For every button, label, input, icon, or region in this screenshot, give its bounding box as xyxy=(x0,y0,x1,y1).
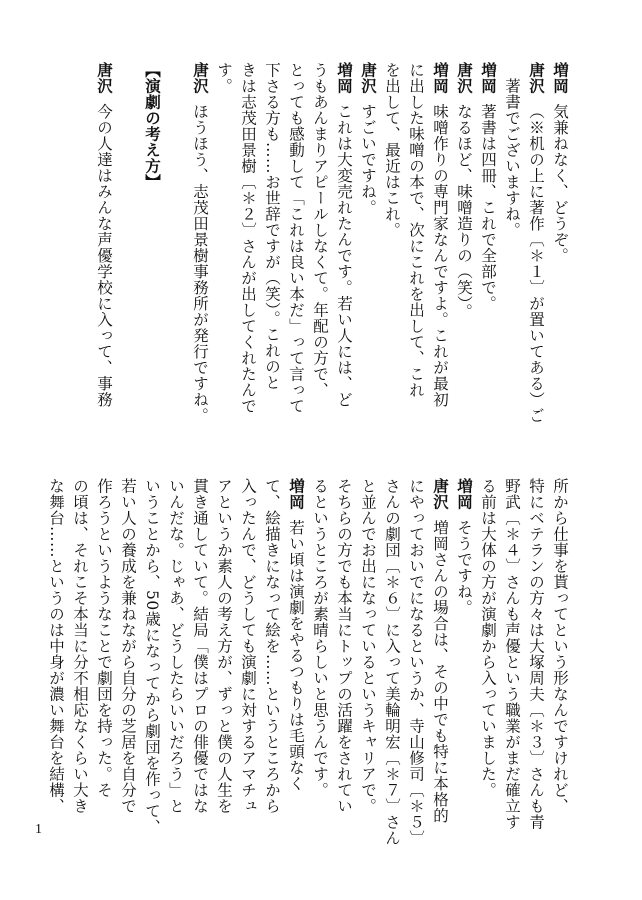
text-line xyxy=(524,62,548,442)
line-text: とっても感動して「これは良い本だ」って言って xyxy=(287,62,305,414)
line-text: これは大変売れたんです。若い人には、ど xyxy=(335,103,353,408)
text-line xyxy=(164,62,188,442)
line-text: 気兼ねなく、どうぞ。 xyxy=(551,103,569,264)
line-text: （※机の上に著作〔＊１〕が置いてある）ご xyxy=(527,103,545,424)
heading-text: 【演劇の考え方】 xyxy=(143,62,162,190)
upper-text-block xyxy=(52,62,572,442)
speaker-label: 増岡 xyxy=(287,478,306,510)
line-text: 著書でございますね。 xyxy=(503,62,521,238)
line-text: るというところが素晴らしいと思うんです。 xyxy=(311,478,329,798)
line-text: 味噌作りの専門家なんですよ。これが最初 xyxy=(431,103,449,408)
line-text: ほうほう、志茂田景樹事務所が発行ですね。 xyxy=(191,103,209,424)
page-number: 1 xyxy=(35,822,42,837)
line-text: そちらの方でも本当にトップの活躍をされてい xyxy=(335,478,353,814)
lower-text-block xyxy=(47,478,572,858)
text-line xyxy=(308,62,332,442)
text-line xyxy=(140,478,164,858)
text-line xyxy=(236,62,260,442)
speaker-label: 唐沢 xyxy=(527,62,546,94)
text-line xyxy=(44,478,68,858)
speaker-label: 唐沢 xyxy=(95,62,114,94)
speaker-label: 唐沢 xyxy=(431,478,450,510)
text-line xyxy=(356,478,380,858)
text-line xyxy=(380,478,404,858)
text-line xyxy=(68,478,92,858)
text-line xyxy=(236,478,260,858)
line-text: なるほど、味噌造りの（笑）。 xyxy=(455,103,473,320)
line-text: な舞台……というのは中身が濃い舞台を結構、 xyxy=(47,478,65,814)
line-text: 若い人の養成を兼ねながら自分の芝居を自分で xyxy=(119,478,137,814)
line-text: を出して、最近はこれ。 xyxy=(383,62,401,238)
text-line xyxy=(524,478,548,858)
text-line xyxy=(332,478,356,858)
speaker-label: 唐沢 xyxy=(359,62,378,94)
section-heading xyxy=(140,62,164,442)
line-text: す。 xyxy=(215,62,233,94)
speaker-label: 増岡 xyxy=(479,62,498,94)
text-line xyxy=(500,62,524,442)
text-line xyxy=(116,478,140,858)
line-text: きは志茂田景樹〔＊２〕さんが出してくれたんで xyxy=(239,62,257,414)
line-text: いんだな。じゃあ、どうしたらいいだろう」と xyxy=(167,478,185,814)
line-text: うもあんまりアピールしなくて。年配の方で、 xyxy=(311,62,329,398)
text-line xyxy=(188,62,212,442)
line-text: 若い頃は演劇をやるつもりは毛頭なく xyxy=(287,519,305,792)
text-line xyxy=(332,62,356,442)
text-line xyxy=(164,478,188,858)
line-text: 所から仕事を貰ってという形なんですけれど、 xyxy=(551,478,569,814)
line-text: そうですね。 xyxy=(455,519,473,616)
line-text: アというか素人の考え方が、ずっと僕の人生を xyxy=(215,478,233,814)
text-line xyxy=(284,62,308,442)
text-line xyxy=(260,62,284,442)
text-line xyxy=(212,478,236,858)
text-line xyxy=(188,478,212,858)
text-line xyxy=(308,478,332,858)
speaker-label: 増岡 xyxy=(455,478,474,510)
text-line xyxy=(428,478,452,858)
speaker-label: 唐沢 xyxy=(455,62,474,94)
text-line xyxy=(212,62,236,442)
line-text: の頃は、それこそ本当に分不相応なくらい大き xyxy=(71,478,89,814)
line-text: 増岡さんの場合は、その中でも特に本格的 xyxy=(431,519,449,824)
line-text: 野武〔＊４〕さんも声優という職業がまだ確立す xyxy=(503,478,521,830)
text-line xyxy=(404,478,428,858)
line-text: すごいですね。 xyxy=(359,103,377,216)
line-text: 入ったんで、どうしても演劇に対するアマチュ xyxy=(239,478,257,814)
speaker-label: 増岡 xyxy=(431,62,450,94)
line-text: 貫き通していて。結局「僕はプロの俳優ではな xyxy=(191,478,209,814)
text-line xyxy=(476,62,500,442)
speaker-label: 増岡 xyxy=(335,62,354,94)
line-text: て、絵描きになって絵を……というところから xyxy=(263,478,281,814)
text-line xyxy=(548,62,572,442)
text-line xyxy=(92,478,116,858)
text-line xyxy=(380,62,404,442)
line-text: と並んでお出になっているというキャリアで。 xyxy=(359,478,377,814)
text-line xyxy=(452,478,476,858)
line-text: いうことから、50歳になってから劇団を作って、 xyxy=(143,478,161,835)
text-line xyxy=(476,478,500,858)
text-line xyxy=(452,62,476,442)
text-line xyxy=(260,478,284,858)
line-text: さんの劇団〔＊６〕に入って美輪明宏〔＊７〕さん xyxy=(383,478,401,846)
text-line xyxy=(548,478,572,858)
text-line xyxy=(356,62,380,442)
text-line xyxy=(284,478,308,858)
line-text: る前は大体の方が演劇から入っていました。 xyxy=(479,478,497,798)
line-text: 特にベテランの方々は大塚周夫〔＊３〕さんも青 xyxy=(527,478,545,830)
speaker-label: 唐沢 xyxy=(191,62,210,94)
text-line xyxy=(116,62,140,442)
line-text: にやっておいでになるというか、寺山修司〔＊５〕 xyxy=(407,478,425,846)
line-text: に出した味噌の本で、次にこれを出して、これ xyxy=(407,62,425,398)
line-text: 今の人達はみんな声優学校に入って、事務 xyxy=(95,103,113,408)
line-text: 下さる方も……お世辞ですが（笑）。これのと xyxy=(263,62,281,391)
text-line xyxy=(92,62,116,442)
text-line xyxy=(404,62,428,442)
line-text: 著書は四冊、これで全部で。 xyxy=(479,103,497,312)
speaker-label: 増岡 xyxy=(551,62,570,94)
text-line xyxy=(428,62,452,442)
text-line xyxy=(500,478,524,858)
line-text: 作ろうというようなことで劇団を持った。そ xyxy=(95,478,113,798)
